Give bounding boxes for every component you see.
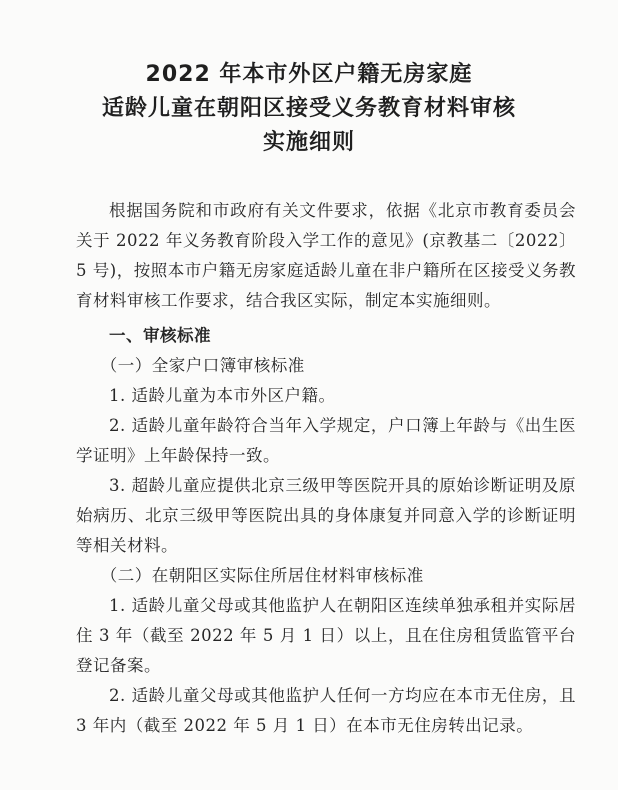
list-item: 1. 适龄儿童为本市外区户籍。 bbox=[109, 386, 336, 405]
document-title bbox=[0, 58, 618, 160]
title-line-2: 适龄儿童在朝阳区接受义务教育材料审核 bbox=[101, 96, 516, 121]
list-item: 1. 适龄儿童父母或其他监护人在朝阳区连续单独承租并实际居住 3 年（截至 2022 年 5 月 1 日）以上，且在住房租赁监管平台登记备案。 bbox=[76, 596, 576, 675]
intro-paragraph: 根据国务院和市政府有关文件要求，依据《北京市教育委员会关于 2022 年义务教育阶段入学工作的意见》(京教基二〔2022〕5 号)，按照本市户籍无房家庭适龄儿童在非户籍所在区接受义务教育材料审核工作要求，结合我区实际，制定本实施细则。 bbox=[76, 201, 576, 310]
title-line-1: 2022 年本市外区户籍无房家庭 bbox=[145, 62, 473, 87]
section-heading-standards: 一、审核标准 bbox=[109, 326, 211, 345]
list-item: 2. 适龄儿童父母或其他监护人任何一方均应在本市无住房，且 3 年内（截至 2022 年 5 月 1 日）在本市无住房转出记录。 bbox=[76, 686, 576, 735]
subsection-heading-household: （一）全家户口簿审核标准 bbox=[100, 356, 305, 375]
document-body bbox=[76, 196, 576, 741]
subsection-heading-residence: （二）在朝阳区实际住所居住材料审核标准 bbox=[100, 566, 424, 585]
title-line-3: 实施细则 bbox=[262, 130, 355, 155]
list-item: 3. 超龄儿童应提供北京三级甲等医院开具的原始诊断证明及原始病历、北京三级甲等医院出具的身体康复并同意入学的诊断证明等相关材料。 bbox=[76, 476, 576, 555]
list-item: 2. 适龄儿童年龄符合当年入学规定，户口簿上年龄与《出生医学证明》上年龄保持一致。 bbox=[76, 416, 576, 465]
